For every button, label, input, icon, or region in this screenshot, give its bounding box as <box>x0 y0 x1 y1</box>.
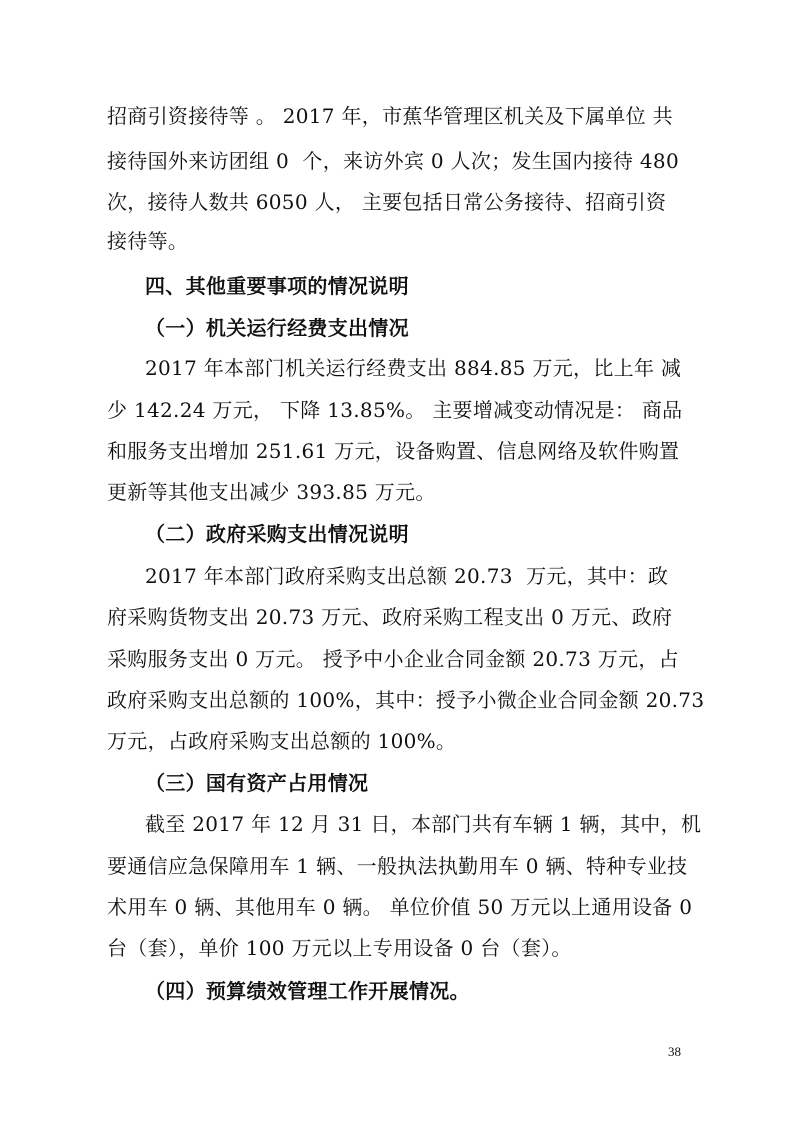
paragraph-line: 更新等其他支出减少 393.85 万元。 <box>107 480 436 504</box>
page-number: 38 <box>668 1044 681 1059</box>
subsection-heading: （四）预算绩效管理工作开展情况。 <box>145 979 470 1003</box>
subsection-heading: （一）机关运行经费支出情况 <box>145 316 409 340</box>
paragraph-line: 术用车 0 辆、其他用车 0 辆。 单位价值 50 万元以上通用设备 0 <box>107 895 693 919</box>
paragraph-line: 府采购货物支出 20.73 万元、政府采购工程支出 0 万元、政府 <box>107 605 673 629</box>
subsection-heading: （二）政府采购支出情况说明 <box>145 522 409 546</box>
paragraph-line: 2017 年本部门机关运行经费支出 884.85 万元，比上年 减 <box>145 356 682 380</box>
paragraph-line: 招商引资接待等 。 2017 年，市蕉华管理区机关及下属单位 共 <box>107 104 673 128</box>
paragraph-line: 次，接待人数共 6050 人， 主要包括日常公务接待、招商引资 <box>107 190 667 214</box>
paragraph-line: 台（套），单价 100 万元以上专用设备 0 台（套）。 <box>107 936 572 960</box>
paragraph-line: 万元，占政府采购支出总额的 100%。 <box>107 729 457 753</box>
paragraph-line: 接待国外来访团组 0 个，来访外宾 0 人次；发生国内接待 480 <box>107 149 679 173</box>
paragraph-line: 2017 年本部门政府采购支出总额 20.73 万元，其中：政 <box>145 564 669 588</box>
paragraph-line: 和服务支出增加 251.61 万元，设备购置、信息网络及软件购置 <box>107 439 680 463</box>
paragraph-line: 接待等。 <box>107 229 189 253</box>
paragraph-line: 截至 2017 年 12 月 31 日，本部门共有车辆 1 辆，其中，机 <box>145 812 702 836</box>
paragraph-line: 政府采购支出总额的 100%，其中：授予小微企业合同金额 20.73 <box>107 688 705 712</box>
section-heading: 四、其他重要事项的情况说明 <box>145 274 409 298</box>
paragraph-line: 采购服务支出 0 万元。 授予中小企业合同金额 20.73 万元，占 <box>107 647 679 671</box>
subsection-heading: （三）国有资产占用情况 <box>145 771 369 795</box>
paragraph-line: 要通信应急保障用车 1 辆、一般执法执勤用车 0 辆、特种专业技 <box>107 854 688 878</box>
paragraph-line: 少 142.24 万元， 下降 13.85%。 主要增减变动情况是： 商品 <box>107 398 683 422</box>
